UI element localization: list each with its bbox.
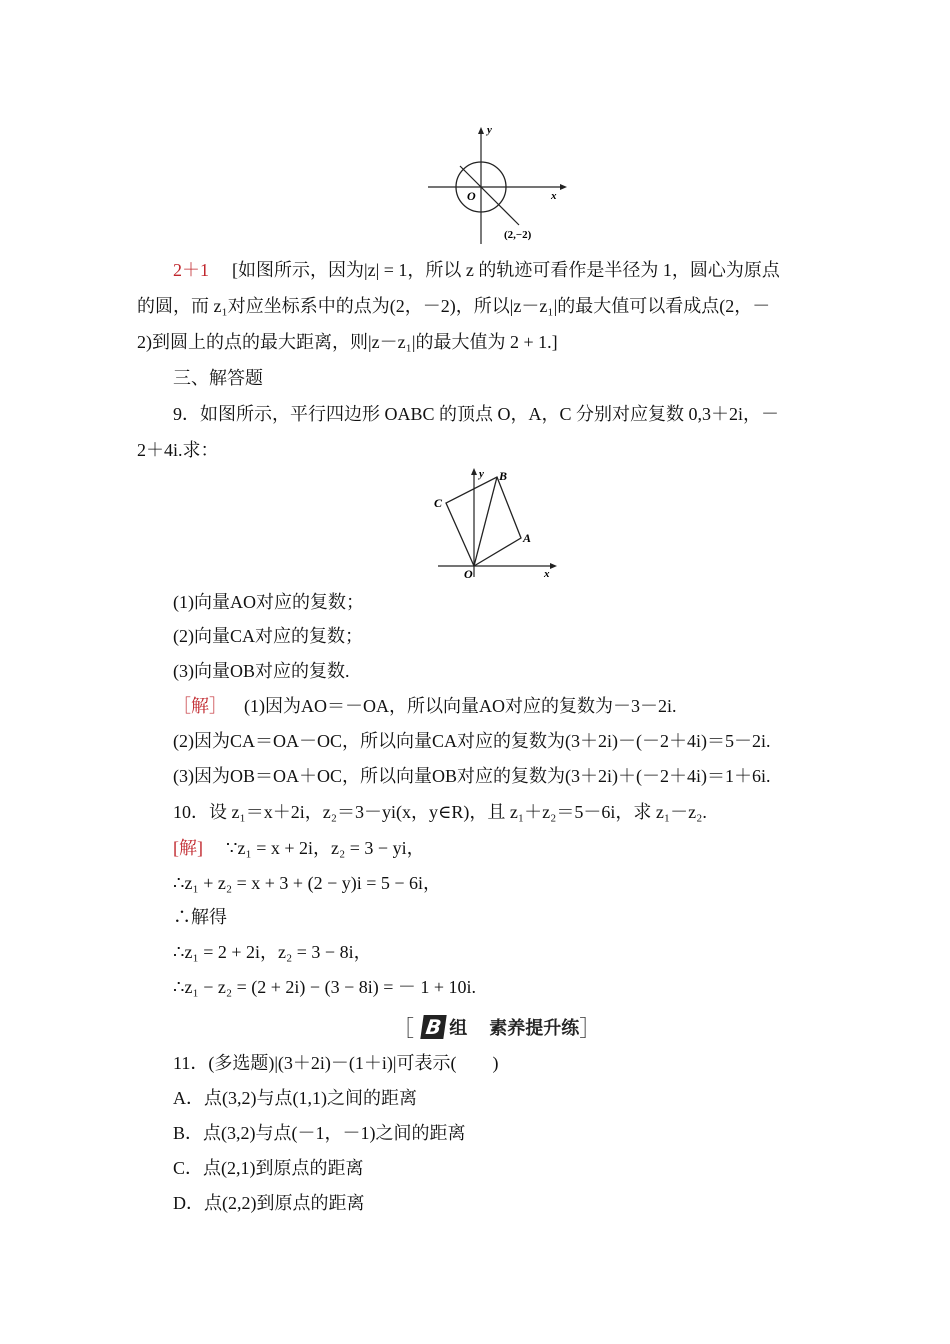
- q10-step-2: ∴z₁ + z₂ = x + 3 + (2 − y)i = 5 − 6i，: [173, 873, 442, 893]
- vertex-B: B: [499, 469, 508, 483]
- origin-label: O: [467, 189, 476, 203]
- q10-step-4: ∴z₁ = 2 + 2i，z₂ = 3 − 8i，: [173, 942, 372, 962]
- banner-right-bracket: ］: [579, 1016, 602, 1042]
- q11-option-d: D．点(2,2)到原点的距离: [173, 1193, 365, 1213]
- vertex-A: A: [523, 531, 532, 545]
- circle-figure: [420, 120, 570, 245]
- q9-part-2: (2)向量CA对应的复数；: [173, 626, 363, 646]
- q10-step-3: ∴解得: [173, 907, 227, 927]
- q11-option-b: B．点(3,2)与点(－1，－1)之间的距离: [173, 1123, 466, 1143]
- q9-solution-1: (1)因为AO＝－OA，所以向量AO对应的复数为－3－2i.: [244, 696, 677, 716]
- q9-solution-1-line: [173, 694, 676, 718]
- q9-part-1: (1)向量AO对应的复数；: [173, 592, 364, 612]
- q9-stem-1: 9．如图所示，平行四边形 OABC 的顶点 O，A，C 分别对应复数 0,3＋2i，－: [173, 404, 780, 424]
- parallelogram-figure: [432, 465, 562, 583]
- q8-explanation-2: 的圆，而 z₁对应坐标系中的点为(2，－2)，所以|z－z₁|的最大值可以看成点(2，－: [137, 296, 771, 316]
- q10-step-5: ∴z₁ − z₂ = (2 + 2i) − (3 − 8i) = － 1 + 10i.: [173, 977, 477, 997]
- y-axis-label: y: [487, 124, 492, 136]
- group-b-banner: [392, 1012, 601, 1042]
- q11-option-a: A．点(3,2)与点(1,1)之间的距离: [173, 1088, 417, 1108]
- q8-answer-line1: [173, 258, 780, 282]
- q10-step-1: ∵z₁ = x + 2i，z₂ = 3 − yi，: [226, 838, 425, 858]
- fig2-y-label: y: [479, 468, 484, 480]
- q9-solution-tag: ［解］: [173, 696, 227, 716]
- banner-group: 组: [449, 1018, 468, 1039]
- q11-stem: 11．(多选题)|(3＋2i)－(1＋i)|可表示( ): [173, 1053, 499, 1073]
- q8-answer: 2＋1: [173, 260, 209, 280]
- vertex-C: C: [434, 496, 443, 510]
- vertex-O: O: [464, 567, 473, 581]
- q9-stem-2: 2＋4i.求：: [137, 440, 219, 460]
- section-heading: 三、解答题: [173, 368, 263, 388]
- group-letter-badge: B: [420, 1015, 447, 1039]
- q10-solution-tag: [解]: [173, 838, 203, 858]
- q11-option-c: C．点(2,1)到原点的距离: [173, 1158, 364, 1178]
- q9-part-3: (3)向量OB对应的复数.: [173, 661, 350, 681]
- x-axis-label: x: [551, 190, 557, 202]
- point-label: (2,−2): [504, 229, 532, 241]
- q10-stem: 10．设 z₁＝x＋2i，z₂＝3－yi(x，y∈R)，且 z₁＋z₂＝5－6i，求 z₁－z₂.: [173, 802, 707, 822]
- q9-solution-2: (2)因为CA＝OA－OC，所以向量CA对应的复数为(3＋2i)－(－2＋4i)＝5－2i.: [173, 731, 771, 751]
- banner-title: 素养提升练: [489, 1018, 580, 1039]
- q8-explanation-3: 2)到圆上的点的最大距离，则|z－z₁|的最大值为 2 + 1.]: [137, 332, 558, 352]
- q8-explanation-1: [如图所示，因为|z| = 1，所以 z 的轨迹可看作是半径为 1，圆心为原点: [232, 260, 780, 280]
- q10-step-1-line: [173, 836, 425, 860]
- q9-solution-3: (3)因为OB＝OA＋OC，所以向量OB对应的复数为(3＋2i)＋(－2＋4i)＝1＋6i.: [173, 766, 771, 786]
- fig2-x-label: x: [544, 568, 550, 580]
- banner-left-bracket: ［: [392, 1016, 415, 1042]
